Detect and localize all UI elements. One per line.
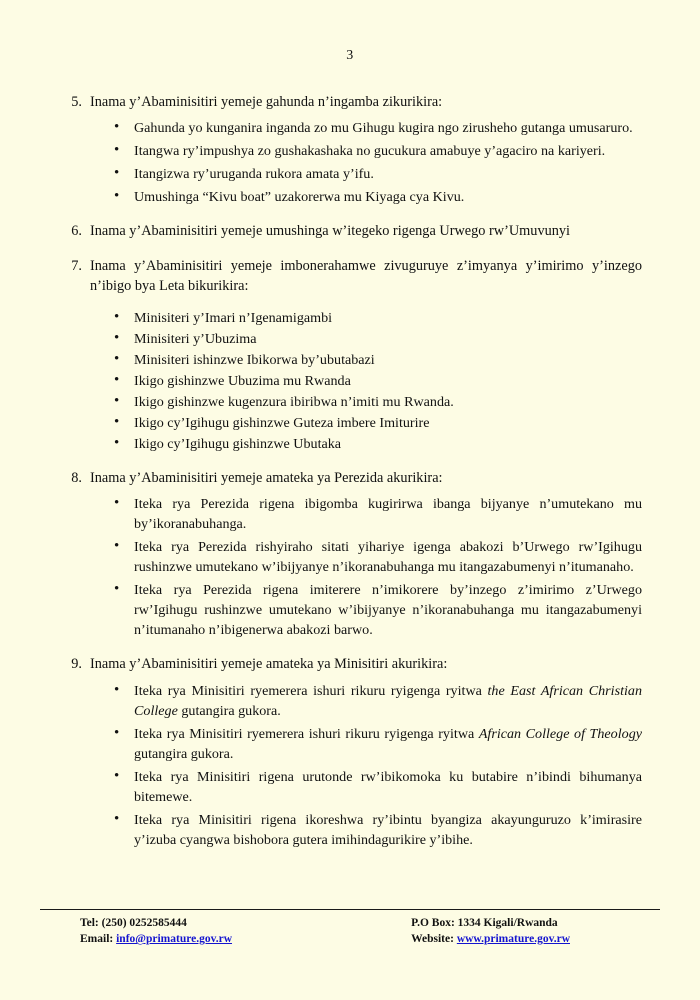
item-text: Inama y’Abaminisitiri yemeje amateka ya Minisitiri akurikira:: [90, 656, 448, 673]
list-item: [64, 256, 642, 455]
footer-email-label: Email:: [80, 933, 117, 946]
bullet-item: • Iteka rya Minisitiri ryemerera ishuri rikuru ryigenga ryitwa African College of Theology gutangira gukora.: [132, 724, 642, 764]
footer-contact-right: [411, 915, 660, 948]
footer-website-line: [411, 931, 570, 948]
list-item: [64, 92, 642, 207]
footer-columns: [40, 915, 660, 948]
bullet-item: • Iteka rya Minisitiri rigena ikoreshwa ry’ibintu byangiza akayunguruzo k’imirasire y’izuba cyangwa bishobora gutera imihindagurikire y’ibihe.: [132, 810, 642, 850]
item-text: Inama y’Abaminisitiri yemeje umushinga w’itegeko rigenga Urwego rw’Umuvunyi: [90, 223, 571, 240]
bullet-item: • Itangizwa ry’uruganda rukora amata y’ifu.: [132, 164, 642, 184]
footer-email-line: [80, 931, 232, 948]
page-number: 3: [346, 48, 354, 63]
bullet-item: • Iteka rya Perezida rigena ibigomba kugirirwa ibanga bijyanye n’umutekano mu by’ikoranabuhanga.: [132, 494, 642, 534]
page-footer: [40, 909, 660, 948]
footer-divider: [40, 909, 660, 910]
bullet-item: • Ikigo gishinzwe Ubuzima mu Rwanda: [132, 371, 642, 391]
list-item: [64, 468, 642, 640]
item-text: Inama y’Abaminisitiri yemeje amateka ya Perezida akurikira:: [90, 470, 443, 487]
document-content: [40, 92, 660, 850]
bullet-item: • Itangwa ry’impushya zo gushakashaka no gucukura amabuye y’agaciro na kariyeri.: [132, 141, 642, 161]
bullet-item: • Minisiteri y’Imari n’Igenamigambi: [132, 308, 642, 328]
item-heading: [64, 221, 642, 241]
bullet-item: • Iteka rya Perezida rigena imiterere n’imikorere by’inzego z’imirimo z’Urwego rw’Igihugu rushinzwe umutekano w’ibijyanye n’ikoranabuhanga mu itangazabumenyi n’itumanaho n’ibigenerwa abakozi barwo.: [132, 580, 642, 640]
list-item: [64, 654, 642, 849]
bullet-list: [64, 494, 642, 640]
item-heading: [64, 468, 642, 488]
footer-pobox: P.O Box: 1334 Kigali/Rwanda: [411, 916, 558, 929]
item-text: Inama y’Abaminisitiri yemeje imbonerahamwe zivuguruye z’imyanya y’imirimo y’inzego n’ibigo bya Leta bikurikira:: [90, 257, 642, 294]
bullet-item: • Ikigo cy’Igihugu gishinzwe Ubutaka: [132, 434, 642, 454]
bullet-item: • Iteka rya Minisitiri ryemerera ishuri rikuru ryigenga ryitwa the East African Christian College gutangira gukora.: [132, 681, 642, 721]
item-number: 6.: [71, 223, 82, 240]
bullet-list: [64, 308, 642, 454]
bullet-item: • Ikigo gishinzwe kugenzura ibiribwa n’imiti mu Rwanda.: [132, 392, 642, 412]
footer-website-label: Website:: [411, 933, 457, 946]
item-number: 7.: [71, 257, 82, 274]
item-text: Inama y’Abaminisitiri yemeje gahunda n’ingamba zikurikira:: [90, 94, 443, 110]
bullet-item: • Ikigo cy’Igihugu gishinzwe Guteza imbere Imiturire: [132, 413, 642, 433]
item-heading: [64, 256, 642, 297]
bullet-item: • Iteka rya Perezida rishyiraho sitati yihariye igenga abakozi b’Urwego rw’Igihugu rushinzwe umutekano w’ibijyanye n’ikoranabuhanga mu itangazabumenyi n’itumanaho.: [132, 537, 642, 577]
item-number: 9.: [71, 656, 82, 673]
footer-tel: Tel: (250) 0252585444: [80, 916, 187, 929]
item-heading: [64, 92, 642, 112]
bullet-list: [64, 118, 642, 207]
item-number: 8.: [71, 470, 82, 487]
bullet-item: • Iteka rya Minisitiri rigena urutonde rw’ibikomoka ku butabire n’ibindi bihumanya bitemewe.: [132, 767, 642, 807]
bullet-list: [64, 681, 642, 850]
bullet-item: • Gahunda yo kunganira inganda zo mu Gihugu kugira ngo zirusheho gutanga umusaruro.: [132, 118, 642, 138]
item-number: 5.: [71, 94, 82, 110]
list-item: [64, 221, 642, 241]
footer-email-link[interactable]: info@primature.gov.rw: [116, 933, 233, 946]
bullet-item: • Umushinga “Kivu boat” uzakorerwa mu Kiyaga cya Kivu.: [132, 187, 642, 207]
item-heading: [64, 654, 642, 674]
bullet-item: • Minisiteri ishinzwe Ibikorwa by’ubutabazi: [132, 350, 642, 370]
footer-website-link[interactable]: www.primature.gov.rw: [456, 933, 570, 946]
footer-contact-left: [40, 915, 232, 948]
bullet-item: • Minisiteri y’Ubuzima: [132, 329, 642, 349]
